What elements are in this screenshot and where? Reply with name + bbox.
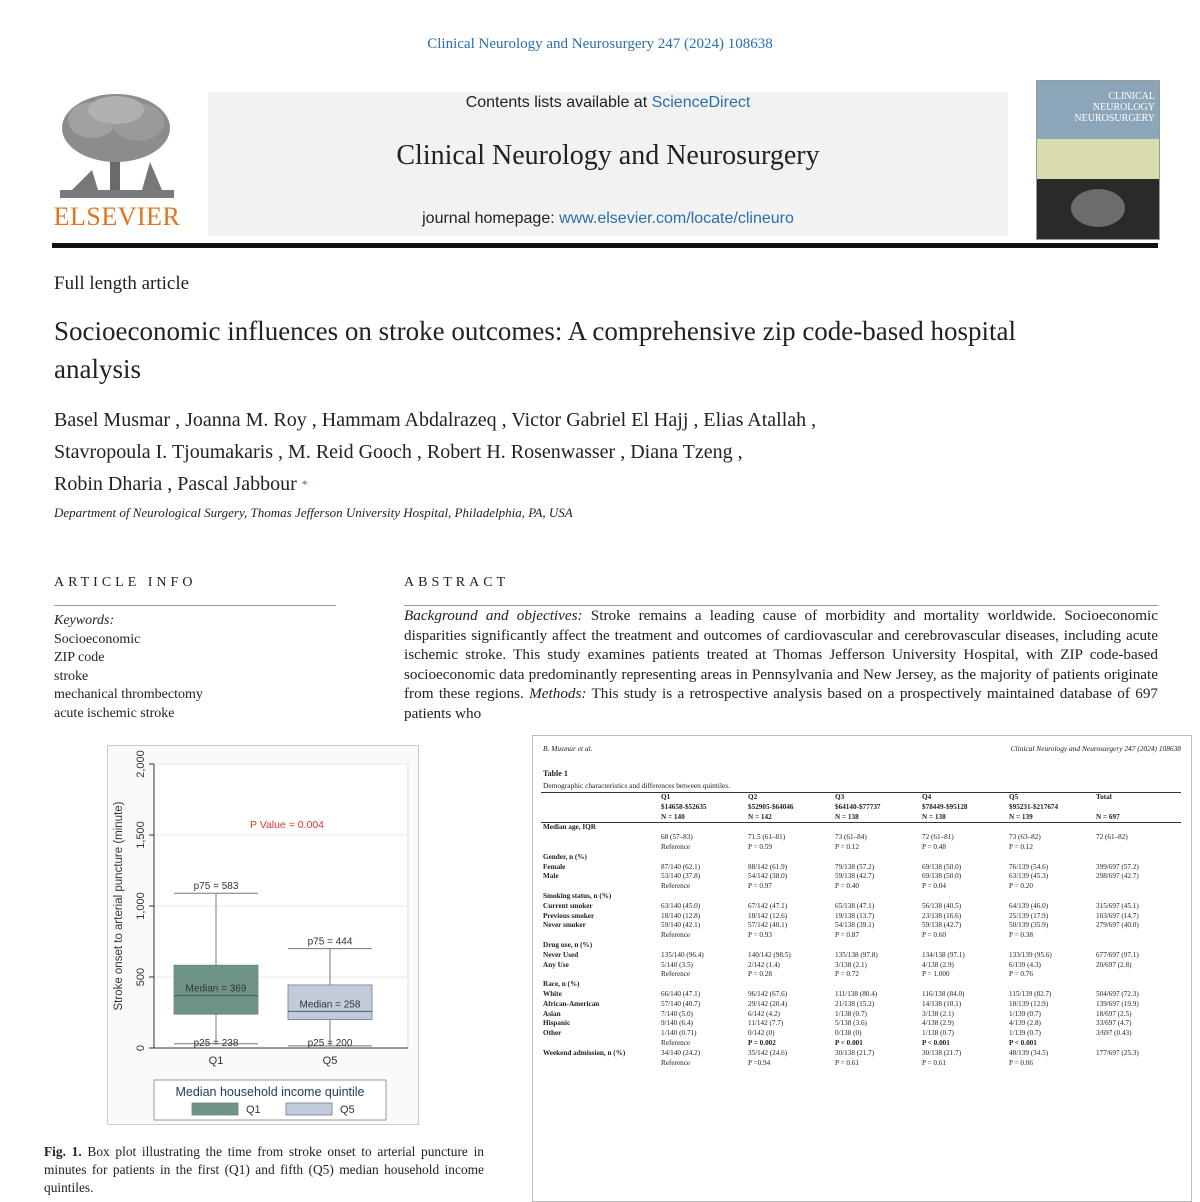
table-cell: 1/140 (0.71) — [661, 1029, 697, 1038]
table-header-blank — [541, 793, 659, 803]
table-row — [541, 853, 1181, 863]
table-cell: 5/138 (3.6) — [835, 1019, 867, 1028]
table-cell: P = 0.61 — [835, 1058, 859, 1067]
table-cell: 116/138 (84.0) — [922, 989, 965, 998]
table-cell: 9/140 (6.4) — [661, 1019, 693, 1028]
table-cell: 30/138 (21.7) — [835, 1048, 875, 1057]
table-cell — [833, 941, 920, 951]
table-cell — [1007, 892, 1094, 902]
y-tick-label: 1,000 — [135, 892, 147, 920]
table-cell: 50/139 (35.9) — [1009, 921, 1049, 930]
table-cell: 2/142 (1.4) — [748, 960, 780, 969]
table-row-label: Asian — [543, 1009, 561, 1018]
table-row-label — [541, 931, 659, 941]
table-row — [541, 1039, 1181, 1049]
table-cell: 4/138 (2.9) — [922, 960, 954, 969]
table-cell: 29/142 (20.4) — [748, 999, 788, 1008]
sciencedirect-link[interactable]: ScienceDirect — [651, 94, 751, 111]
table-cell: 73 (63–82) — [1009, 833, 1041, 842]
table-cell — [1094, 931, 1181, 941]
table-header-range — [1094, 803, 1181, 813]
table-row — [541, 951, 1181, 961]
table-header-range: $64140-$77737 — [835, 802, 881, 811]
table-cell — [920, 980, 1007, 990]
table-cell: 3/697 (0.43) — [1096, 1029, 1132, 1038]
keyword-item: acute ischemic stroke — [54, 705, 175, 721]
authors-line-1: Basel Musmar , Joanna M. Roy , Hammam Abdalrazeq , Victor Gabriel El Hajj , Elias Atallah , — [54, 409, 817, 431]
table-cell: 30/138 (21.7) — [922, 1048, 962, 1057]
table-row-label: Other — [543, 1029, 562, 1038]
table-cell — [920, 941, 1007, 951]
p75-label: p75 = 444 — [307, 936, 353, 948]
table-row-label: Gender, n (%) — [543, 852, 587, 861]
table-cell: 103/697 (14.7) — [1096, 911, 1139, 920]
author-list — [54, 404, 1154, 500]
table-cell — [920, 823, 1007, 833]
table-row-label: White — [543, 989, 562, 998]
homepage-line — [208, 210, 1008, 228]
table-cell: Reference — [661, 882, 691, 891]
table-cell: 133/139 (95.6) — [1009, 950, 1052, 959]
table-cell: P =0.94 — [748, 1058, 771, 1067]
table-cell: P = 0.04 — [922, 882, 946, 891]
table-row — [541, 1049, 1181, 1059]
corresponding-author-mark[interactable]: * — [301, 477, 308, 491]
article-type: Full length article — [54, 273, 190, 294]
p25-label: p25 = 238 — [193, 1038, 239, 1049]
homepage-link[interactable]: www.elsevier.com/locate/clineuro — [559, 210, 794, 227]
table-cell: Reference — [661, 970, 691, 979]
legend-swatch-q5 — [286, 1103, 332, 1115]
table-row-label — [541, 1039, 659, 1049]
y-tick-label: 500 — [135, 967, 147, 987]
table-header-range: $78449-$95128 — [922, 802, 968, 811]
table-cell: 135/138 (97.8) — [835, 950, 878, 959]
table-cell: P = 0.12 — [1009, 842, 1033, 851]
table-cell: 3/138 (2.1) — [835, 960, 867, 969]
table-row-label — [541, 1059, 659, 1069]
table-cell — [833, 892, 920, 902]
table-cell: 54/138 (39.1) — [835, 921, 875, 930]
table-header-blank — [541, 813, 659, 823]
table-cell: 0/138 (0) — [835, 1029, 862, 1038]
table-row-label: Current smoker — [543, 901, 593, 910]
box-plot-chart — [108, 746, 418, 1124]
table-header-quintile: Q5 — [1007, 793, 1094, 803]
table-header-n: N = 142 — [746, 813, 833, 823]
table-cell: 18/142 (12.6) — [748, 911, 788, 920]
table-cell — [1094, 892, 1181, 902]
keywords-block — [54, 612, 334, 723]
table-header-quintile: Q2 — [746, 793, 833, 803]
table-cell — [833, 980, 920, 990]
abstract-text — [404, 606, 1158, 726]
legend-swatch-q1 — [192, 1103, 238, 1115]
table-row — [541, 823, 1181, 833]
table-row — [541, 921, 1181, 931]
table-cell: Reference — [661, 931, 691, 940]
table-cell: 88/142 (61.9) — [748, 862, 788, 871]
table-page — [532, 735, 1192, 1202]
table-cell: 53/140 (37.8) — [661, 872, 701, 881]
elsevier-wordmark: ELSEVIER — [53, 202, 181, 231]
table-cell: 504/697 (72.3) — [1096, 989, 1139, 998]
header-rule — [52, 243, 1158, 248]
table-cell — [1094, 823, 1181, 833]
table-row — [541, 1029, 1181, 1039]
table-cell: 33/697 (4.7) — [1096, 1019, 1132, 1028]
table-cell: 59/138 (42.7) — [835, 872, 875, 881]
table-cell: 21/138 (15.2) — [835, 999, 875, 1008]
table-header-n: N = 697 — [1094, 813, 1181, 823]
table-cell — [1094, 843, 1181, 853]
table-title: Table 1 — [543, 769, 568, 778]
table-row-label: Previous smoker — [543, 911, 595, 920]
table-row — [541, 961, 1181, 971]
table-cell: 177/697 (25.3) — [1096, 1048, 1139, 1057]
table-cell: 69/138 (50.0) — [922, 862, 962, 871]
demographics-table — [541, 792, 1181, 1068]
table-cell: 7/140 (5.0) — [661, 1009, 693, 1018]
table-cell: 1/138 (0.7) — [835, 1009, 867, 1018]
table-row-label: Never smoker — [543, 921, 586, 930]
table-cell: 1/138 (0.7) — [922, 1029, 954, 1038]
keyword-item: ZIP code — [54, 650, 105, 665]
table-cell: P = 0.72 — [835, 970, 859, 979]
table-row — [541, 833, 1181, 843]
table-cell: 23/138 (16.6) — [922, 911, 962, 920]
table-cell: 20/697 (2.8) — [1096, 960, 1132, 969]
table-cell: 34/140 (24.2) — [661, 1048, 701, 1057]
keywords-label: Keywords: — [54, 613, 115, 628]
table-header-range: $52905-$64046 — [748, 802, 794, 811]
table-cell: 56/138 (40.5) — [922, 901, 962, 910]
article-title: Socioeconomic influences on stroke outcomes: A comprehensive zip code-based hospital analysis — [54, 316, 1016, 384]
table-cell: 59/138 (42.7) — [922, 921, 962, 930]
table-cell: 14/138 (10.1) — [922, 999, 962, 1008]
affiliation: Department of Neurological Surgery, Thomas Jefferson University Hospital, Philadelphia, PA, USA — [54, 505, 573, 520]
table-cell: 87/140 (62.1) — [661, 862, 701, 871]
table-cell: 115/139 (82.7) — [1009, 989, 1052, 998]
table-cell — [1094, 1059, 1181, 1069]
authors-line-3 — [54, 468, 1154, 500]
table-cell: 4/138 (2.9) — [922, 1019, 954, 1028]
table-row-label: Any Use — [543, 960, 569, 969]
p-value-annotation: P Value = 0.004 — [249, 818, 325, 831]
table-header-quintile: Total — [1094, 793, 1181, 803]
keyword-item: stroke — [54, 668, 89, 684]
table-row — [541, 843, 1181, 853]
median-label: Median = 258 — [299, 999, 361, 1011]
table-cell: P = 0.97 — [748, 882, 772, 891]
table-cell: 111/138 (80.4) — [835, 989, 878, 998]
table-cell: 1/139 (0.7) — [1009, 1029, 1041, 1038]
table-cell: Reference — [661, 1038, 691, 1047]
table-cell — [1007, 980, 1094, 990]
abstract-bg-label: Background and objectives: — [404, 607, 583, 624]
p75-label: p75 = 583 — [193, 881, 239, 893]
median-label: Median = 369 — [185, 983, 247, 995]
figure-1 — [107, 745, 419, 1125]
x-category-label: Q5 — [322, 1055, 338, 1067]
table-cell: 48/139 (34.5) — [1009, 1048, 1049, 1057]
authors-line-3-text: Robin Dharia , Pascal Jabbour — [54, 473, 297, 495]
abstract-methods-text: This study is a retrospective analysis based on a prospectively maintained database of 697 patients who — [404, 685, 1158, 722]
table-cell — [746, 892, 833, 902]
table-cell: P < 0.001 — [1009, 1038, 1037, 1047]
figure-caption-text: Box plot illustrating the time from stroke onset to arterial puncture in minutes for patients in the first (Q1) and fifth (Q5) median household income quintiles. — [44, 1144, 484, 1195]
table-cell: 25/139 (17.9) — [1009, 911, 1049, 920]
contents-prefix: Contents lists available at — [465, 94, 652, 111]
table-header-quintile: Q4 — [920, 793, 1007, 803]
table-cell: 298/697 (42.7) — [1096, 872, 1139, 881]
table-cell — [920, 892, 1007, 902]
table-header-quintile: Q3 — [833, 793, 920, 803]
running-head-left: B. Musmar et al. — [543, 744, 593, 753]
table-cell: 63/139 (45.3) — [1009, 872, 1049, 881]
table-cell: P < 0.001 — [835, 1038, 863, 1047]
table-header-quintile: Q1 — [659, 793, 746, 803]
table-header-n: N = 138 — [920, 813, 1007, 823]
table-cell — [833, 823, 920, 833]
table-cell: 6/142 (4.2) — [748, 1009, 780, 1018]
table-row-label: Median age, IQR — [541, 823, 659, 833]
cover-brain-scan — [1071, 189, 1125, 227]
table-cell: P < 0.001 — [922, 1038, 950, 1047]
table-cell: 0/142 (0) — [748, 1029, 775, 1038]
table-row — [541, 1000, 1181, 1010]
table-row-label: Hispanic — [543, 1019, 571, 1028]
table-cell: 35/142 (24.6) — [748, 1048, 788, 1057]
table-cell: 5/140 (3.5) — [661, 960, 693, 969]
table-row — [541, 882, 1181, 892]
table-cell — [659, 823, 746, 833]
table-cell — [1094, 970, 1181, 980]
table-cell: P = 0.002 — [748, 1038, 776, 1047]
table-cell: 3/138 (2.1) — [922, 1009, 954, 1018]
table-row-label: Never Used — [543, 950, 579, 959]
legend-title: Median household income quintile — [175, 1085, 365, 1099]
table-cell: P = 0.93 — [748, 931, 772, 940]
table-cell: 68 (57–83) — [661, 833, 693, 842]
y-tick-label: 0 — [135, 1044, 147, 1052]
abstract-bg-text: Stroke remains a leading cause of morbidity and mortality worldwide. Socioeconomic disparities significantly affect the treatment and outcomes of cardiovascular and cerebrovascular diseases, including acute ischemic stroke. This study examines patients treated at Thomas Jefferson University Hospital, with ZIP code-based socioeconomic data predominantly representing areas in Pennsylvania and New Jersey, as the majority of patients originate from these regions. — [404, 607, 1158, 702]
table-cell: P = 0.48 — [922, 842, 946, 851]
table-cell: 73 (61–84) — [835, 833, 867, 842]
table-cell: 18/697 (2.5) — [1096, 1009, 1132, 1018]
table-cell — [1007, 853, 1094, 863]
contents-line — [208, 94, 1008, 112]
table-cell: 134/138 (97.1) — [922, 950, 965, 959]
table-cell: P = 0.76 — [1009, 970, 1033, 979]
table-row-label: Drug use, n (%) — [543, 940, 593, 949]
table-row — [541, 1010, 1181, 1020]
table-row — [541, 892, 1181, 902]
table-cell — [659, 980, 746, 990]
table-cell: 6/139 (4.3) — [1009, 960, 1041, 969]
abstract-heading: ABSTRACT — [404, 575, 510, 590]
table-cell: P = 0.40 — [835, 882, 859, 891]
article-info-heading: ARTICLE INFO — [54, 575, 197, 590]
table-cell: P = 0.28 — [748, 970, 772, 979]
table-row-label: African-American — [543, 999, 600, 1008]
table-row — [541, 1019, 1181, 1029]
table-row — [541, 872, 1181, 882]
table-cell: 315/697 (45.1) — [1096, 901, 1139, 910]
table-cell: 18/139 (12.9) — [1009, 999, 1049, 1008]
table-cell: 1/139 (0.7) — [1009, 1009, 1041, 1018]
table-row-label — [541, 970, 659, 980]
table-caption: Demographic characteristics and differences between quintiles. — [543, 781, 731, 790]
y-axis-title: Stroke onset to arterial puncture (minute) — [113, 801, 125, 1011]
table-row-label — [541, 882, 659, 892]
table-cell: 399/697 (57.2) — [1096, 862, 1139, 871]
table-cell — [1094, 853, 1181, 863]
table-cell — [1094, 941, 1181, 951]
table-cell: 96/142 (67.6) — [748, 989, 788, 998]
table-cell: 4/139 (2.8) — [1009, 1019, 1041, 1028]
table-row-label — [541, 843, 659, 853]
x-category-label: Q1 — [208, 1055, 224, 1067]
table-header-n: N = 140 — [659, 813, 746, 823]
table-cell: 72 (61–81) — [922, 833, 954, 842]
table-cell — [746, 941, 833, 951]
table-cell: 67/142 (47.1) — [748, 901, 788, 910]
authors-line-2: Stavropoula I. Tjoumakaris , M. Reid Gooch , Robert H. Rosenwasser , Diana Tzeng , — [54, 441, 743, 463]
table-cell: Reference — [661, 842, 691, 851]
table-cell: 57/142 (40.1) — [748, 921, 788, 930]
legend-label: Q1 — [246, 1104, 261, 1116]
legend-label: Q5 — [340, 1104, 355, 1116]
journal-citation[interactable]: Clinical Neurology and Neurosurgery 247 (2024) 108638 — [427, 36, 773, 52]
table-row-label: Weekend admission, n (%) — [543, 1048, 626, 1057]
table-cell — [746, 980, 833, 990]
table-header-range: $14658-$52635 — [661, 802, 707, 811]
table-row — [541, 941, 1181, 951]
table-cell — [659, 941, 746, 951]
table-cell: 76/139 (54.6) — [1009, 862, 1049, 871]
table-cell: 57/140 (40.7) — [661, 999, 701, 1008]
table-row-label: Female — [543, 862, 566, 871]
p25-label: p25 = 200 — [307, 1038, 353, 1049]
table-row-label: Smoking status, n (%) — [543, 891, 612, 900]
y-tick-label: 1,500 — [135, 821, 147, 849]
table-cell: 66/140 (47.1) — [661, 989, 701, 998]
journal-name: Clinical Neurology and Neurosurgery — [396, 140, 820, 171]
table-cell: 18/140 (12.8) — [661, 911, 701, 920]
table-row — [541, 970, 1181, 980]
table-header-n: N = 139 — [1007, 813, 1094, 823]
table-row — [541, 980, 1181, 990]
table-cell — [1094, 882, 1181, 892]
table-cell: 64/139 (46.0) — [1009, 901, 1049, 910]
table-row — [541, 931, 1181, 941]
table-cell: P = 0.87 — [835, 931, 859, 940]
table-cell: 71.5 (61–81) — [748, 833, 786, 842]
table-cell: 65/138 (47.1) — [835, 901, 875, 910]
table-cell: P = 0.20 — [1009, 882, 1033, 891]
table-cell: 677/697 (97.1) — [1096, 950, 1139, 959]
homepage-prefix: journal homepage: — [422, 210, 560, 227]
table-cell: 11/142 (7.7) — [748, 1019, 784, 1028]
table-row-label: Male — [543, 872, 559, 881]
table-cell: 19/138 (13.7) — [835, 911, 875, 920]
table-cell — [833, 853, 920, 863]
article-info-rule — [54, 605, 336, 606]
table-cell: P = 1.000 — [922, 970, 950, 979]
table-cell: P = 0.38 — [1009, 931, 1033, 940]
table-header-range: $95231-$217674 — [1009, 802, 1059, 811]
table-cell: Reference — [661, 1058, 691, 1067]
table-cell — [1007, 941, 1094, 951]
table-cell — [746, 823, 833, 833]
keyword-item: Socioeconomic — [54, 631, 141, 647]
y-tick-label: 2,000 — [135, 750, 147, 778]
cover-band-middle — [1037, 139, 1159, 179]
table-cell: P = 0.12 — [835, 842, 859, 851]
table-cell: 69/138 (50.0) — [922, 872, 962, 881]
table-cell: 63/140 (45.0) — [661, 901, 701, 910]
table-row — [541, 863, 1181, 873]
table-cell — [659, 892, 746, 902]
cover-title: CLINICAL NEUROLOGY NEUROSURGERY — [1074, 91, 1155, 124]
table-cell: P = 0.61 — [922, 1058, 946, 1067]
table-cell: 59/140 (42.1) — [661, 921, 701, 930]
table-cell: P = 0.06 — [1009, 1058, 1033, 1067]
figure-caption-label: Fig. 1. — [44, 1144, 82, 1159]
table-cell: P = 0.60 — [922, 931, 946, 940]
keyword-item: mechanical thrombectomy — [54, 687, 203, 702]
table-cell — [1094, 1039, 1181, 1049]
table-cell — [659, 853, 746, 863]
table-row — [541, 912, 1181, 922]
elsevier-tree-icon — [52, 92, 182, 202]
journal-cover — [1036, 80, 1160, 240]
running-head-right: Clinical Neurology and Neurosurgery 247 (2024) 108638 — [1010, 744, 1181, 753]
elsevier-logo — [52, 92, 182, 232]
table-row — [541, 902, 1181, 912]
abstract-methods-label: Methods: — [529, 685, 587, 702]
table-cell: 140/142 (98.5) — [748, 950, 791, 959]
table-cell: 139/697 (19.9) — [1096, 999, 1139, 1008]
table-row-label: Race, n (%) — [543, 980, 580, 989]
table-cell: 54/142 (38.0) — [748, 872, 788, 881]
table-cell — [746, 853, 833, 863]
table-cell — [1094, 980, 1181, 990]
figure-caption — [44, 1143, 484, 1197]
table-row — [541, 990, 1181, 1000]
table-row — [541, 1059, 1181, 1069]
table-cell: P = 0.59 — [748, 842, 772, 851]
table-row-label — [541, 833, 659, 843]
table-cell: 72 (61–82) — [1096, 833, 1128, 842]
table-cell: 279/697 (40.0) — [1096, 921, 1139, 930]
table-cell: 79/138 (57.2) — [835, 862, 875, 871]
table-header-blank — [541, 803, 659, 813]
table-header-n: N = 138 — [833, 813, 920, 823]
table-cell — [920, 853, 1007, 863]
table-cell — [1007, 823, 1094, 833]
table-cell: 135/140 (96.4) — [661, 950, 704, 959]
